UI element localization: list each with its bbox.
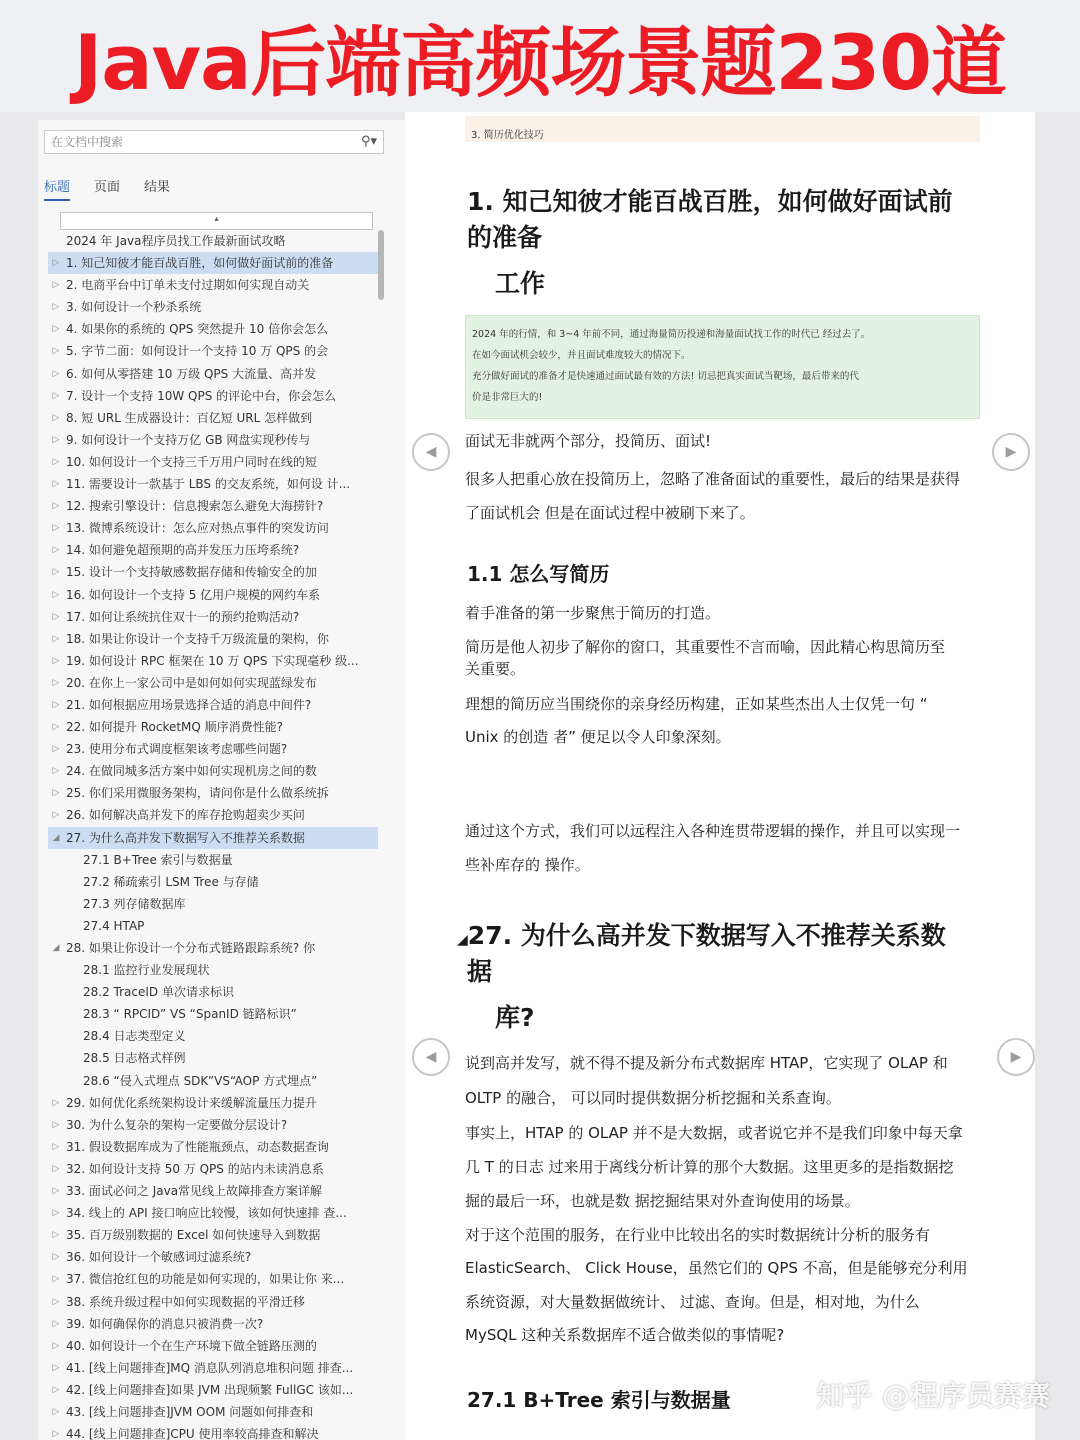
expanded-triangle-icon[interactable]: ◢ [52, 832, 60, 843]
heading-item[interactable] [48, 1047, 378, 1069]
chevron-left-icon: ◀ [425, 1049, 437, 1065]
paragraph: 了面试机会 但是在面试过程中被刷下来了。 [465, 504, 755, 522]
collapsed-triangle-icon[interactable]: ▷ [52, 1274, 60, 1285]
heading-item[interactable] [48, 1202, 378, 1224]
section-27-title: ◢27. 为什么高并发下数据写入不推荐关系数 [457, 921, 946, 950]
collapsed-triangle-icon[interactable]: ▷ [52, 567, 60, 578]
collapsed-triangle-icon[interactable]: ▷ [52, 479, 60, 490]
heading-item[interactable] [48, 1268, 378, 1290]
paragraph: 几 T 的日志 过来用于离线分析计算的那个大数据。这里更多的是指数据挖 [465, 1158, 954, 1176]
paragraph: 理想的简历应当围绕你的亲身经历构建，正如某些杰出人士仅凭一句 “ [465, 695, 928, 713]
heading-item-label: 2024 年 Java程序员找工作最新面试攻略 [66, 234, 286, 248]
collapsed-triangle-icon[interactable]: ▷ [52, 589, 60, 600]
search-input[interactable] [45, 131, 355, 153]
paragraph: 通过这个方式，我们可以远程注入各种连贯带逻辑的操作，并且可以实现一 [465, 822, 961, 840]
heading-item[interactable] [48, 230, 378, 252]
prev-page-button[interactable] [412, 1038, 450, 1076]
heading-item-label: 22. 如何提升 RocketMQ 顺序消费性能? [66, 720, 284, 735]
heading-item-label: 27.1 B+Tree 索引与数据量 [83, 852, 233, 867]
heading-item-label: 32. 如何设计支持 50 万 QPS 的站内未读消息系 [66, 1161, 324, 1176]
heading-item-label: 27.2 稀疏索引 LSM Tree 与存储 [83, 874, 259, 889]
collapsed-triangle-icon[interactable]: ▷ [52, 1163, 60, 1174]
collapsed-triangle-icon[interactable]: ▷ [52, 699, 60, 710]
heading-item-label: 27. 为什么高并发下数据写入不推荐关系数据 [66, 830, 305, 845]
heading-item-label: 12. 搜索引擎设计：信息搜索怎么避免大海捞针? [66, 499, 324, 514]
heading-item[interactable] [48, 1246, 378, 1268]
heading-item-label: 27.3 列存储数据库 [83, 896, 186, 911]
heading-item-label: 15. 设计一个支持敏感数据存储和传输安全的加 [66, 565, 317, 580]
heading-item[interactable] [48, 385, 378, 407]
heading-item-label: 20. 在你上一家公司中是如何如何实现蓝绿发布 [66, 675, 317, 690]
chevron-right-icon: ▶ [1005, 444, 1017, 460]
paragraph: 些补库存的 操作。 [465, 856, 590, 874]
collapsed-triangle-icon[interactable]: ▷ [52, 302, 60, 313]
banner [0, 0, 1080, 112]
section-1-title-end: 工作 [495, 269, 546, 298]
paragraph: MySQL 这种关系数据库不适合做类似的事情呢? [465, 1326, 785, 1344]
collapsed-triangle-icon[interactable]: ▷ [52, 523, 60, 534]
collapsed-triangle-icon[interactable]: ▷ [52, 501, 60, 512]
heading-item-label: 16. 如何设计一个支持 5 亿用户规模的网约车系 [66, 587, 321, 602]
collapsed-triangle-icon[interactable]: ▷ [52, 655, 60, 666]
paragraph: 关重要。 [465, 660, 526, 678]
collapsed-triangle-icon[interactable]: ▷ [52, 810, 60, 821]
collapsed-triangle-icon[interactable]: ▷ [52, 633, 60, 644]
collapsed-triangle-icon[interactable]: ▷ [52, 766, 60, 777]
chevron-right-icon: ▶ [1010, 1049, 1022, 1065]
search-icon[interactable]: ⚲▾ [360, 134, 377, 149]
collapsed-triangle-icon[interactable]: ▷ [52, 677, 60, 688]
collapsed-triangle-icon[interactable]: ▷ [52, 1406, 60, 1417]
tab-pages[interactable]: 页面 [94, 180, 121, 195]
heading-item-label: 2. 电商平台中订单未支付过期如何实现自动关 [66, 278, 310, 293]
heading-item[interactable] [48, 804, 378, 826]
collapsed-triangle-icon[interactable]: ▷ [52, 545, 60, 556]
callout-line: 价是非常巨大的! [472, 392, 543, 403]
heading-item-label: 30. 为什么复杂的架构一定要做分层设计? [66, 1117, 288, 1132]
collapsed-triangle-icon[interactable]: ▷ [52, 1384, 60, 1395]
heading-item[interactable] [48, 451, 378, 473]
heading-item-label: 17. 如何让系统抗住双十一的预约抢购活动? [66, 609, 300, 624]
collapsed-triangle-icon[interactable]: ▷ [52, 1296, 60, 1307]
heading-item-label: 19. 如何设计 RPC 框架在 10 万 QPS 下实现毫秒 级... [66, 653, 359, 668]
section-1-title-cont: 的准备 [467, 223, 543, 252]
heading-item[interactable] [48, 495, 378, 517]
callout-line: 2024 年的行情，和 3~4 年前不同，通过海量简历投递和海量面试找工作的时代已 经过去了。 [472, 329, 871, 340]
heading-item[interactable] [48, 318, 378, 340]
heading-item-label: 38. 系统升级过程中如何实现数据的平滑迁移 [66, 1294, 305, 1309]
paragraph: 很多人把重心放在投简历上，忽略了准备面试的重要性，最后的结果是获得 [465, 470, 961, 488]
heading-item[interactable] [48, 517, 378, 539]
prev-page-button[interactable] [412, 433, 450, 471]
collapsed-triangle-icon[interactable]: ▷ [52, 1097, 60, 1108]
heading-item-label: 31. 假设数据库成为了性能瓶颈点，动态数据查询 [66, 1139, 329, 1154]
collapsed-triangle-icon[interactable]: ▷ [52, 1119, 60, 1130]
heading-item-label: 40. 如何设计一个在生产环境下做全链路压测的 [66, 1338, 317, 1353]
heading-item[interactable] [48, 340, 378, 362]
callout-line: 充分做好面试的准备才是快速通过面试最有效的方法! 切忌把真实面试当靶场，最后带来的代 [472, 371, 859, 382]
heading-item[interactable] [48, 407, 378, 429]
heading-item-label: 28.6 “侵入式埋点 SDK”VS“AOP 方式埋点” [83, 1073, 318, 1088]
heading-item-label: 41. [线上问题排查]MQ 消息队列消息堆积问题 排查... [66, 1360, 354, 1375]
heading-item-label: 28.4 日志类型定义 [83, 1029, 186, 1044]
navigation-pane [38, 120, 408, 1440]
heading-item-label: 33. 面试必问之 Java常见线上故障排查方案详解 [66, 1184, 323, 1199]
collapsed-triangle-icon[interactable]: ▷ [52, 346, 60, 357]
heading-item-label: 28.2 TraceID 单次请求标识 [83, 985, 234, 1000]
heading-item-label: 10. 如何设计一个支持三千万用户同时在线的短 [66, 454, 317, 469]
callout-box [465, 315, 980, 419]
collapsed-triangle-icon[interactable]: ▷ [52, 456, 60, 467]
heading-item-label: 24. 在做同城多活方案中如何实现机房之间的数 [66, 764, 317, 779]
heading-item[interactable] [48, 429, 378, 451]
heading-item[interactable] [48, 1158, 378, 1180]
heading-item[interactable] [48, 561, 378, 583]
heading-item-label: 26. 如何解决高并发下的库存抢购超卖少买问 [66, 808, 305, 823]
next-page-button[interactable] [997, 1038, 1035, 1076]
heading-list [48, 230, 378, 1440]
callout-line: 在如今面试机会较少，并且面试难度较大的情况下。 [472, 350, 691, 361]
heading-item[interactable] [48, 296, 378, 318]
heading-item[interactable] [48, 1092, 378, 1114]
heading-item-label: 11. 需要设计一款基于 LBS 的交友系统，如何设 计... [66, 477, 351, 492]
heading-item[interactable] [48, 363, 378, 385]
heading-item-label: 23. 使用分布式调度框架该考虑哪些问题? [66, 742, 288, 757]
heading-item-label: 25. 你们采用微服务架构，请问你是什么做系统拆 [66, 786, 329, 801]
heading-item[interactable] [48, 893, 378, 915]
heading-item[interactable] [48, 252, 378, 274]
heading-item-label: 28.5 日志格式样例 [83, 1051, 186, 1066]
heading-item[interactable] [48, 1423, 378, 1440]
collapsed-triangle-icon[interactable]: ▷ [52, 280, 60, 291]
nav-scrollbar[interactable] [378, 230, 384, 300]
paragraph: 简历是他人初步了解你的窗口，其重要性不言而喻，因此精心构思简历至 [465, 638, 946, 656]
subsection-27-1-title: 27.1 B+Tree 索引与数据量 [467, 1388, 731, 1412]
heading-item-label: 6. 如何从零搭建 10 万级 QPS 大流量、高并发 [66, 366, 317, 381]
paragraph: 面试无非就两个部分，投简历、面试! [465, 432, 712, 450]
heading-item-label: 42. [线上问题排查]如果 JVM 出现频繁 FullGC 该如... [66, 1382, 354, 1397]
heading-item-label: 36. 如何设计一个敏感词过滤系统? [66, 1250, 252, 1265]
heading-item-label: 35. 百万级别数据的 Excel 如何快速导入到数据 [66, 1228, 321, 1243]
heading-item-label: 29. 如何优化系统架构设计来缓解流量压力提升 [66, 1095, 317, 1110]
collapsed-triangle-icon[interactable]: ▷ [52, 788, 60, 799]
collapsed-triangle-icon[interactable]: ▷ [52, 1208, 60, 1219]
heading-item[interactable] [48, 782, 378, 804]
nav-tabs [44, 176, 170, 201]
heading-item-label: 34. 线上的 API 接口响应比较慢，该如何快速排 查... [66, 1206, 347, 1221]
heading-item[interactable] [48, 915, 378, 937]
watermark: 知乎 @程序员赛赛 [816, 1379, 1050, 1412]
tab-results[interactable]: 结果 [144, 180, 171, 195]
heading-item[interactable] [48, 473, 378, 495]
paragraph: 对于这个范围的服务，在行业中比较出名的实时数据统计分析的服务有 [465, 1226, 931, 1244]
heading-item-label: 43. [线上问题排查]JVM OOM 问题如何排查和 [66, 1404, 314, 1419]
heading-item[interactable] [48, 1291, 378, 1313]
heading-item[interactable] [48, 1379, 378, 1401]
heading-item[interactable] [48, 1357, 378, 1379]
heading-item[interactable] [48, 937, 378, 959]
heading-item[interactable] [48, 584, 378, 606]
paragraph: 说到高并发写，就不得不提及新分布式数据库 HTAP，它实现了 OLAP 和 [465, 1054, 948, 1072]
heading-item[interactable] [48, 1401, 378, 1423]
collapsed-triangle-icon[interactable]: ▷ [52, 258, 60, 269]
heading-item-label: 8. 短 URL 生成器设计：百亿短 URL 怎样做到 [66, 410, 313, 425]
heading-item[interactable] [48, 1335, 378, 1357]
section-27-title-cont: 据 [467, 957, 493, 986]
tab-headings[interactable]: 标题 [44, 176, 70, 201]
heading-item-label: 3. 如何设计一个秒杀系统 [66, 300, 202, 315]
heading-item[interactable] [48, 871, 378, 893]
heading-item[interactable] [48, 1025, 378, 1047]
heading-item-label: 9. 如何设计一个支持万亿 GB 网盘实现秒传与 [66, 432, 311, 447]
search-box[interactable] [44, 130, 384, 154]
heading-item[interactable] [48, 1180, 378, 1202]
collapsed-triangle-icon[interactable]: ▷ [52, 722, 60, 733]
banner-title: Java后端高频场景题230道 [73, 17, 1007, 107]
heading-item-label: 14. 如何避免超预期的高并发压力压垮系统? [66, 543, 300, 558]
heading-item[interactable] [48, 694, 378, 716]
paragraph: ElasticSearch、 Click House，虽然它们的 QPS 不高，但是能够充分利用 [465, 1259, 968, 1277]
heading-item-label: 5. 字节二面：如何设计一个支持 10 万 QPS 的会 [66, 344, 329, 359]
heading-item-label: 21. 如何根据应用场景选择合适的消息中间件? [66, 697, 312, 712]
collapsed-triangle-icon[interactable]: ▷ [52, 1429, 60, 1440]
heading-item[interactable] [48, 849, 378, 871]
paragraph: 掘的最后一环，也就是数 据挖掘结果对外查询使用的场景。 [465, 1192, 860, 1210]
heading-item-label: 44. [线上问题排查]CPU 使用率较高排查和解决 [66, 1427, 319, 1440]
collapsed-triangle-icon[interactable]: ▷ [52, 434, 60, 445]
collapsed-triangle-icon[interactable]: ▷ [52, 744, 60, 755]
collapsed-triangle-icon[interactable]: ▷ [52, 1141, 60, 1152]
heading-item[interactable] [48, 716, 378, 738]
collapsed-triangle-icon[interactable]: ▷ [52, 1230, 60, 1241]
heading-item[interactable] [48, 628, 378, 650]
document-page [405, 112, 1035, 1440]
heading-item[interactable] [48, 672, 378, 694]
collapsed-triangle-icon[interactable]: ▷ [52, 1318, 60, 1329]
collapsed-triangle-icon[interactable]: ▷ [52, 1362, 60, 1373]
heading-item-label: 37. 微信抢红包的功能是如何实现的，如果让你 来... [66, 1272, 345, 1287]
heading-item-label: 7. 设计一个支持 10W QPS 的评论中台，你会怎么 [66, 388, 337, 403]
subsection-1-1-title: 1.1 怎么写简历 [467, 562, 610, 586]
heading-item[interactable] [48, 606, 378, 628]
heading-item-label: 28.3 “ RPCID” VS “SpanID 链路标识” [83, 1007, 297, 1022]
paragraph: 着手准备的第一步聚焦于简历的打造。 [465, 604, 721, 622]
heading-item[interactable] [48, 274, 378, 296]
heading-item[interactable] [48, 760, 378, 782]
heading-item[interactable] [48, 1313, 378, 1335]
chevron-left-icon: ◀ [425, 444, 437, 460]
collapsed-triangle-icon[interactable]: ▷ [52, 390, 60, 401]
heading-filter[interactable]: ▴ [60, 212, 373, 230]
heading-item-label: 28. 如果让你设计一个分布式链路跟踪系统? 你 [66, 941, 316, 955]
next-page-button[interactable] [992, 433, 1030, 471]
paragraph: Unix 的创造 者” 便足以令人印象深刻。 [465, 728, 731, 746]
paragraph: 系统资源，对大量数据做统计、 过滤、查询。但是，相对地，为什么 [465, 1293, 920, 1311]
heading-item-label: 27.4 HTAP [83, 918, 145, 933]
collapsed-triangle-icon[interactable]: ▷ [52, 1252, 60, 1263]
collapsed-triangle-icon[interactable]: ▷ [52, 611, 60, 622]
section-27-title-end: 库? [495, 1003, 535, 1032]
doc-top-bar: 3. 简历优化技巧 [465, 116, 980, 142]
collapsed-triangle-icon[interactable]: ▷ [52, 368, 60, 379]
paragraph: OLTP 的融合， 可以同时提供数据分析挖掘和关系查询。 [465, 1089, 841, 1107]
heading-item[interactable] [48, 827, 378, 849]
heading-item[interactable] [48, 1136, 378, 1158]
heading-item[interactable] [48, 1114, 378, 1136]
paragraph: 事实上，HTAP 的 OLAP 并不是大数据，或者说它并不是我们印象中每天拿 [465, 1124, 963, 1142]
heading-item[interactable] [48, 1003, 378, 1025]
heading-item[interactable] [48, 650, 378, 672]
heading-item-label: 4. 如果你的系统的 QPS 突然提升 10 倍你会怎么 [66, 322, 329, 337]
heading-item[interactable] [48, 1224, 378, 1246]
collapsed-triangle-icon[interactable]: ▷ [52, 1340, 60, 1351]
heading-item[interactable] [48, 539, 378, 561]
collapsed-triangle-icon[interactable]: ▷ [52, 324, 60, 335]
heading-item[interactable] [48, 959, 378, 981]
heading-item-label: 28.1 监控行业发展现状 [83, 963, 210, 978]
heading-item[interactable] [48, 738, 378, 760]
section-27-title-text: 27. 为什么高并发下数据写入不推荐关系数 [467, 921, 946, 950]
heading-item[interactable] [48, 1070, 378, 1092]
collapsed-triangle-icon[interactable]: ▷ [52, 1186, 60, 1197]
expanded-triangle-icon[interactable]: ◢ [52, 943, 60, 953]
heading-item-label: 13. 微博系统设计：怎么应对热点事件的突发访问 [66, 521, 329, 536]
heading-item-label: 1. 知己知彼才能百战百胜，如何做好面试前的准备 [66, 256, 334, 271]
heading-item-label: 39. 如何确保你的消息只被消费一次? [66, 1316, 264, 1331]
heading-item[interactable] [48, 981, 378, 1003]
section-1-title: 1. 知己知彼才能百战百胜，如何做好面试前 [467, 187, 953, 216]
heading-item-label: 18. 如果让你设计一个支持千万级流量的架构，你 [66, 631, 329, 646]
collapsed-triangle-icon[interactable]: ▷ [52, 412, 60, 423]
